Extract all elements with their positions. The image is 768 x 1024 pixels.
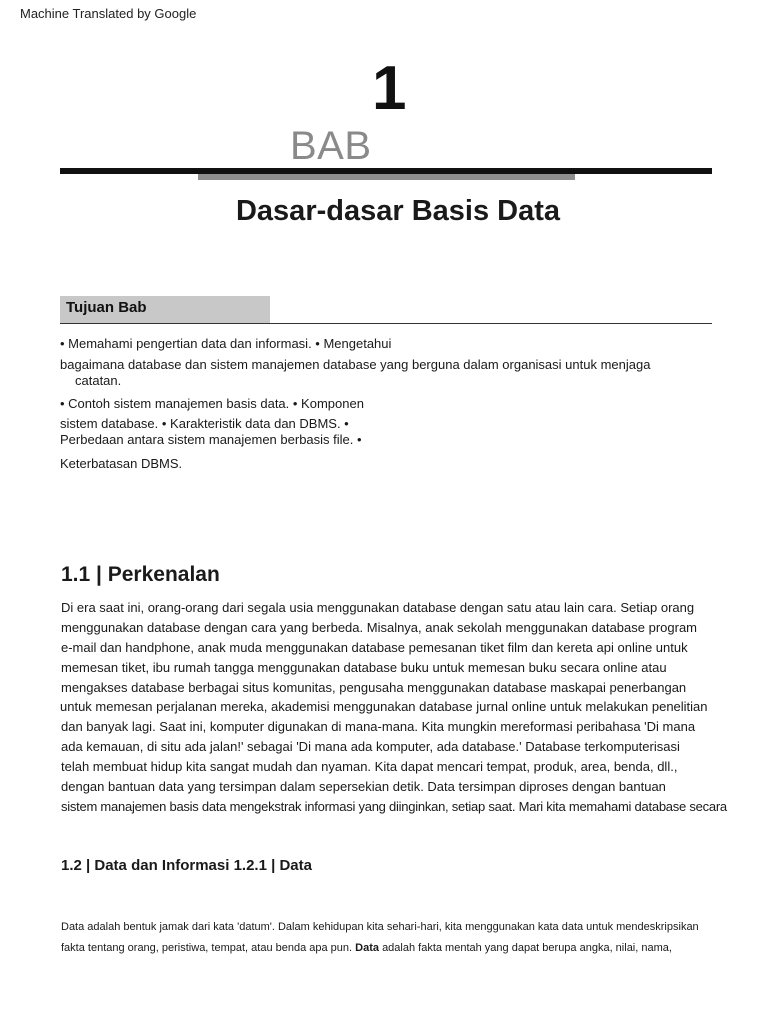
paragraph-line: telah membuat hidup kita sangat mudah dan nyaman. Kita dapat mencari tempat, produk, area, benda, dll.,: [61, 759, 678, 774]
objectives-title: Tujuan Bab: [66, 299, 147, 316]
paragraph-line: untuk memesan perjalanan mereka, akademisi menggunakan database jurnal online untuk melakukan penelitian: [60, 699, 708, 714]
objective-line: catatan.: [75, 373, 122, 388]
chapter-title: Dasar-dasar Basis Data: [235, 195, 560, 227]
section-heading-1-1: 1.1 | Perkenalan: [61, 563, 220, 586]
data-definition-line-2: [61, 942, 672, 954]
chapter-rule-gray: [198, 174, 575, 180]
data-definition-text-pre: fakta tentang orang, peristiwa, tempat, atau benda apa pun.: [61, 942, 353, 954]
paragraph-line: dan banyak lagi. Saat ini, komputer digunakan di mana-mana. Kita mungkin mereformasi peribahasa 'Di mana: [61, 719, 696, 734]
chapter-label: BAB: [290, 124, 372, 168]
paragraph-line: Di era saat ini, orang-orang dari segala usia menggunakan database dengan satu atau lain cara. Setiap orang: [61, 600, 695, 615]
machine-translated-label: Machine Translated by Google: [20, 6, 197, 21]
paragraph-line: ada kemauan, di situ ada jalan!' sebagai 'Di mana ada komputer, ada database.' Database terkomputerisasi: [61, 739, 680, 754]
section-heading-1-2: 1.2 | Data dan Informasi 1.2.1 | Data: [61, 857, 312, 874]
paragraph-line: dengan bantuan data yang tersimpan dalam sepersekian detik. Data tersimpan diproses dengan bantuan: [61, 779, 666, 794]
objectives-divider: [60, 323, 712, 324]
paragraph-line: sistem manajemen basis data mengekstrak informasi yang diinginkan, setiap saat. Mari kita memahami database secara: [61, 799, 727, 814]
paragraph-line: menggunakan database dengan cara yang berbeda. Misalnya, anak sekolah menggunakan database program: [61, 620, 698, 635]
objective-line: • Memahami pengertian data dan informasi. • Mengetahui: [60, 336, 392, 351]
data-term-bold: Data: [355, 942, 379, 954]
chapter-number: 1: [372, 54, 407, 123]
objective-line: bagaimana database dan sistem manajemen database yang berguna dalam organisasi untuk menjaga: [60, 357, 651, 372]
data-definition-text-post: adalah fakta mentah yang dapat berupa angka, nilai, nama,: [382, 942, 672, 954]
paragraph-line: e-mail dan handphone, anak muda menggunakan database pemesanan tiket film dan kereta api online untuk: [61, 640, 688, 655]
paragraph-line: memesan tiket, ibu rumah tangga menggunakan database buku untuk memesan buku secara online atau: [61, 660, 667, 675]
data-definition-line-1: Data adalah bentuk jamak dari kata 'datum'. Dalam kehidupan kita sehari-hari, kita menggunakan kata data untuk mendeskripsikan: [61, 921, 699, 933]
paragraph-line: mengakses database berbagai situs komunitas, pengusaha menggunakan database maskapai penerbangan: [61, 680, 687, 695]
objective-line: • Contoh sistem manajemen basis data. • Komponen: [60, 396, 364, 411]
objective-line: sistem database. • Karakteristik data dan DBMS. •: [60, 416, 349, 431]
objective-line: Keterbatasan DBMS.: [60, 456, 183, 471]
objective-line: Perbedaan antara sistem manajemen berbasis file. •: [60, 432, 362, 447]
